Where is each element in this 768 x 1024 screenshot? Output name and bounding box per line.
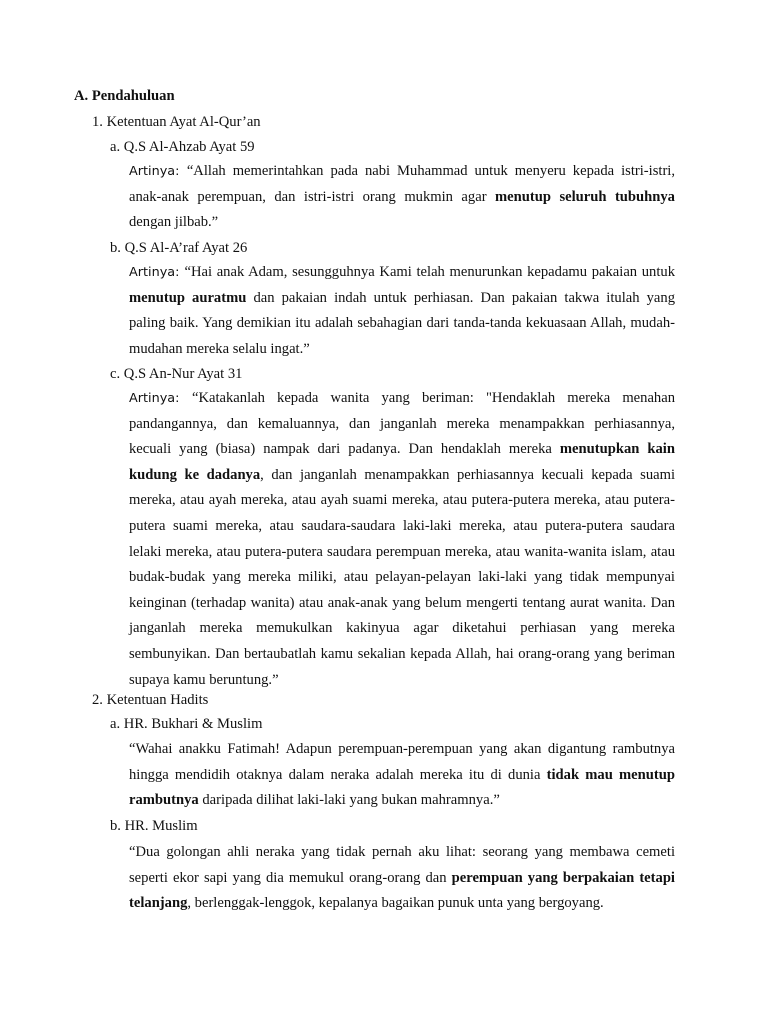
subsection-heading-quran: 1. Ketentuan Ayat Al-Qur’an (92, 114, 261, 130)
text-part: “Allah memerintahkan pada nabi Muhammad untuk menyeru kepada istri-istri, anak-anak perempuan, dan istri-istri orang mukmin agar (129, 163, 676, 205)
item-text-bukhari-muslim (129, 737, 675, 814)
item-text-muslim (129, 840, 675, 917)
item-heading-bukhari-muslim: a. HR. Bukhari & Muslim (110, 716, 263, 732)
text-part: “Hai anak Adam, sesungguhnya Kami telah menurunkan kepadamu pakaian untuk (184, 264, 675, 280)
text-part: , berlenggak-lenggok, kepalanya bagaikan punuk unta yang bergoyang. (187, 895, 604, 912)
item-heading-al-araf: b. Q.S Al-A’raf Ayat 26 (110, 240, 248, 256)
item-heading-muslim: b. HR. Muslim (110, 818, 198, 834)
emphasis-text: menutup auratmu (129, 289, 247, 306)
text-part: daripada dilihat laki-laki yang bukan mahramnya.” (198, 792, 500, 809)
item-text-al-araf (129, 260, 675, 362)
text-part: dengan jilbab.” (129, 214, 219, 231)
item-text-al-ahzab (129, 159, 675, 236)
text-part: “Dua golongan ahli neraka yang tidak pernah aku lihat: seorang yang membawa cemeti seperti ekor sapi yang dia memukul orang-orang dan (129, 844, 675, 886)
artinya-label: Artinya: (129, 164, 187, 179)
item-text-an-nur (129, 386, 675, 693)
item-heading-an-nur: c. Q.S An-Nur Ayat 31 (110, 366, 243, 382)
emphasis-text: perempuan yang berpakaian tetapi telanjang (129, 869, 675, 912)
section-heading: A. Pendahuluan (74, 88, 175, 104)
item-heading-al-ahzab: a. Q.S Al-Ahzab Ayat 59 (110, 139, 255, 155)
emphasis-text: menutupkan kain kudung ke dadanya (129, 441, 675, 483)
text-part: , dan janganlah menampakkan perhiasannya kecuali kepada suami mereka, atau ayah mereka, atau ayah suami mereka, atau putera-putera mereka, atau putera-putera suami mereka, atau saudara-saudara laki-laki mereka, atau putera-putera saudara lelaki mereka, atau putera-putera saudara perempuan mereka, atau wanita-wanita islam, atau budak-budak yang mereka miliki, atau pelayan-pelayan laki-laki yang tidak mempunyai keinginan (terhadap wanita) atau anak-anak yang belum mengerti tentang aurat wanita. Dan janganlah mereka memukulkan kakinyua agar diketahui perhiasan yang mereka sembunyikan. Dan bertaubatlah kamu sekalian kepada Allah, hai orang-orang yang beriman supaya kamu beruntung.” (129, 466, 675, 688)
emphasis-text: tidak mau menutup rambutnya (129, 766, 675, 809)
text-part: “Wahai anakku Fatimah! Adapun perempuan-perempuan yang akan digantung rambutnya hingga mendidih otaknya dalam neraka adalah mereka itu di dunia (129, 741, 675, 783)
emphasis-text: menutup seluruh tubuhnya (495, 188, 675, 205)
artinya-label: Artinya: (129, 265, 185, 280)
text-part: “Katakanlah kepada wanita yang beriman: "Hendaklah mereka menahan pandangannya, dan kemaluannya, dan janganlah mereka menampakkan perhiasannya, kecuali yang (biasa) nampak dari padanya. Dan hendaklah mereka (129, 390, 675, 458)
text-part: dan pakaian indah untuk perhiasan. Dan pakaian takwa itulah yang paling baik. Yang demikian itu adalah sebahagian dari tanda-tanda kekuasaan Allah, mudah-mudahan mereka selalu ingat.” (129, 289, 675, 357)
artinya-label: Artinya: (129, 391, 192, 406)
subsection-heading-hadits: 2. Ketentuan Hadits (92, 692, 209, 708)
